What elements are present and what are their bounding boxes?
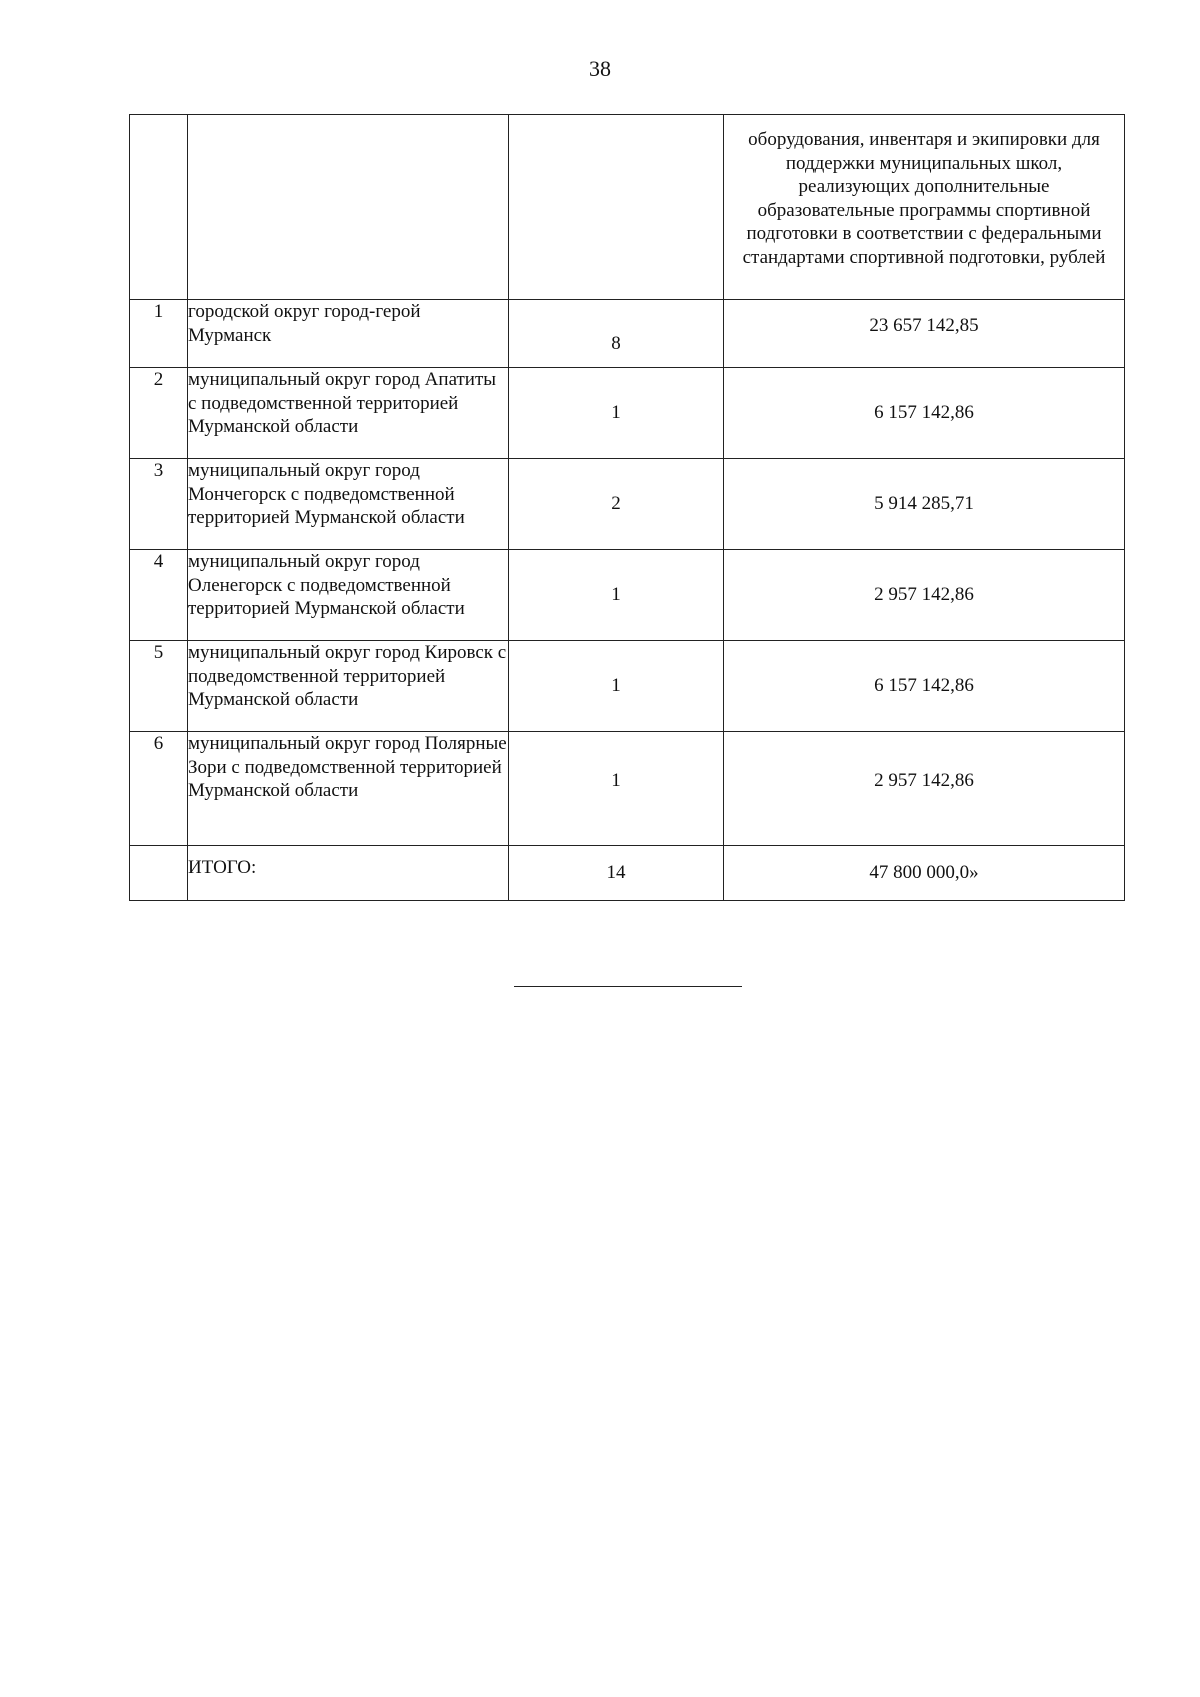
table-row — [130, 300, 1125, 368]
total-label: ИТОГО: — [188, 846, 509, 901]
header-cell-num — [130, 115, 188, 300]
subsidy-sum-value: 2 957 142,86 — [874, 769, 974, 791]
municipality-name: муниципальный округ город Апатиты с подведомственной территорией Мурманской области — [188, 368, 509, 459]
page-number: 38 — [589, 56, 611, 81]
subsidy-sum: 6 157 142,86 — [724, 368, 1125, 459]
row-number: 1 — [130, 300, 188, 368]
subsidy-sum-value: 23 657 142,85 — [869, 314, 979, 336]
header-cell-sum — [724, 115, 1125, 300]
subsidy-sum — [724, 300, 1125, 368]
table-row — [130, 368, 1125, 459]
school-count: 1 — [509, 368, 724, 459]
school-count: 1 — [509, 550, 724, 641]
subsidy-sum: 6 157 142,86 — [724, 641, 1125, 732]
school-count — [509, 300, 724, 368]
subsidy-sum: 2 957 142,86 — [724, 550, 1125, 641]
table-header-row — [130, 115, 1125, 300]
subsidy-sum: 5 914 285,71 — [724, 459, 1125, 550]
row-number: 6 — [130, 732, 188, 846]
table-row — [130, 550, 1125, 641]
distribution-table — [129, 114, 1125, 901]
table-row — [130, 459, 1125, 550]
total-count: 14 — [509, 846, 724, 901]
school-count — [509, 732, 724, 846]
total-row-number — [130, 846, 188, 901]
total-sum: 47 800 000,0» — [724, 846, 1125, 901]
total-row — [130, 846, 1125, 901]
school-count: 2 — [509, 459, 724, 550]
row-number: 2 — [130, 368, 188, 459]
school-count-value: 8 — [611, 332, 621, 354]
header-cell-count — [509, 115, 724, 300]
municipality-name: муниципальный округ город Кировск с подведомственной территорией Мурманской области — [188, 641, 509, 732]
row-number: 5 — [130, 641, 188, 732]
municipality-name: муниципальный округ город Мончегорск с подведомственной территорией Мурманской области — [188, 459, 509, 550]
header-sum-text: оборудования, инвентаря и экипировки для поддержки муниципальных школ, реализующих дополнительные образовательные программы спортивной подготовки в соответствии с федеральными стандартами спортивной подготовки, рублей — [742, 129, 1106, 268]
municipality-name: муниципальный округ город Оленегорск с подведомственной территорией Мурманской области — [188, 550, 509, 641]
municipality-name: городской округ город-герой Мурманск — [188, 300, 509, 368]
row-number: 4 — [130, 550, 188, 641]
school-count-value: 1 — [611, 769, 621, 791]
end-divider-line — [514, 986, 742, 987]
row-number: 3 — [130, 459, 188, 550]
school-count: 1 — [509, 641, 724, 732]
table-row — [130, 641, 1125, 732]
municipality-name: муниципальный округ город Полярные Зори с подведомственной территорией Мурманской области — [188, 732, 509, 846]
header-cell-name — [188, 115, 509, 300]
subsidy-sum — [724, 732, 1125, 846]
table-row — [130, 732, 1125, 846]
